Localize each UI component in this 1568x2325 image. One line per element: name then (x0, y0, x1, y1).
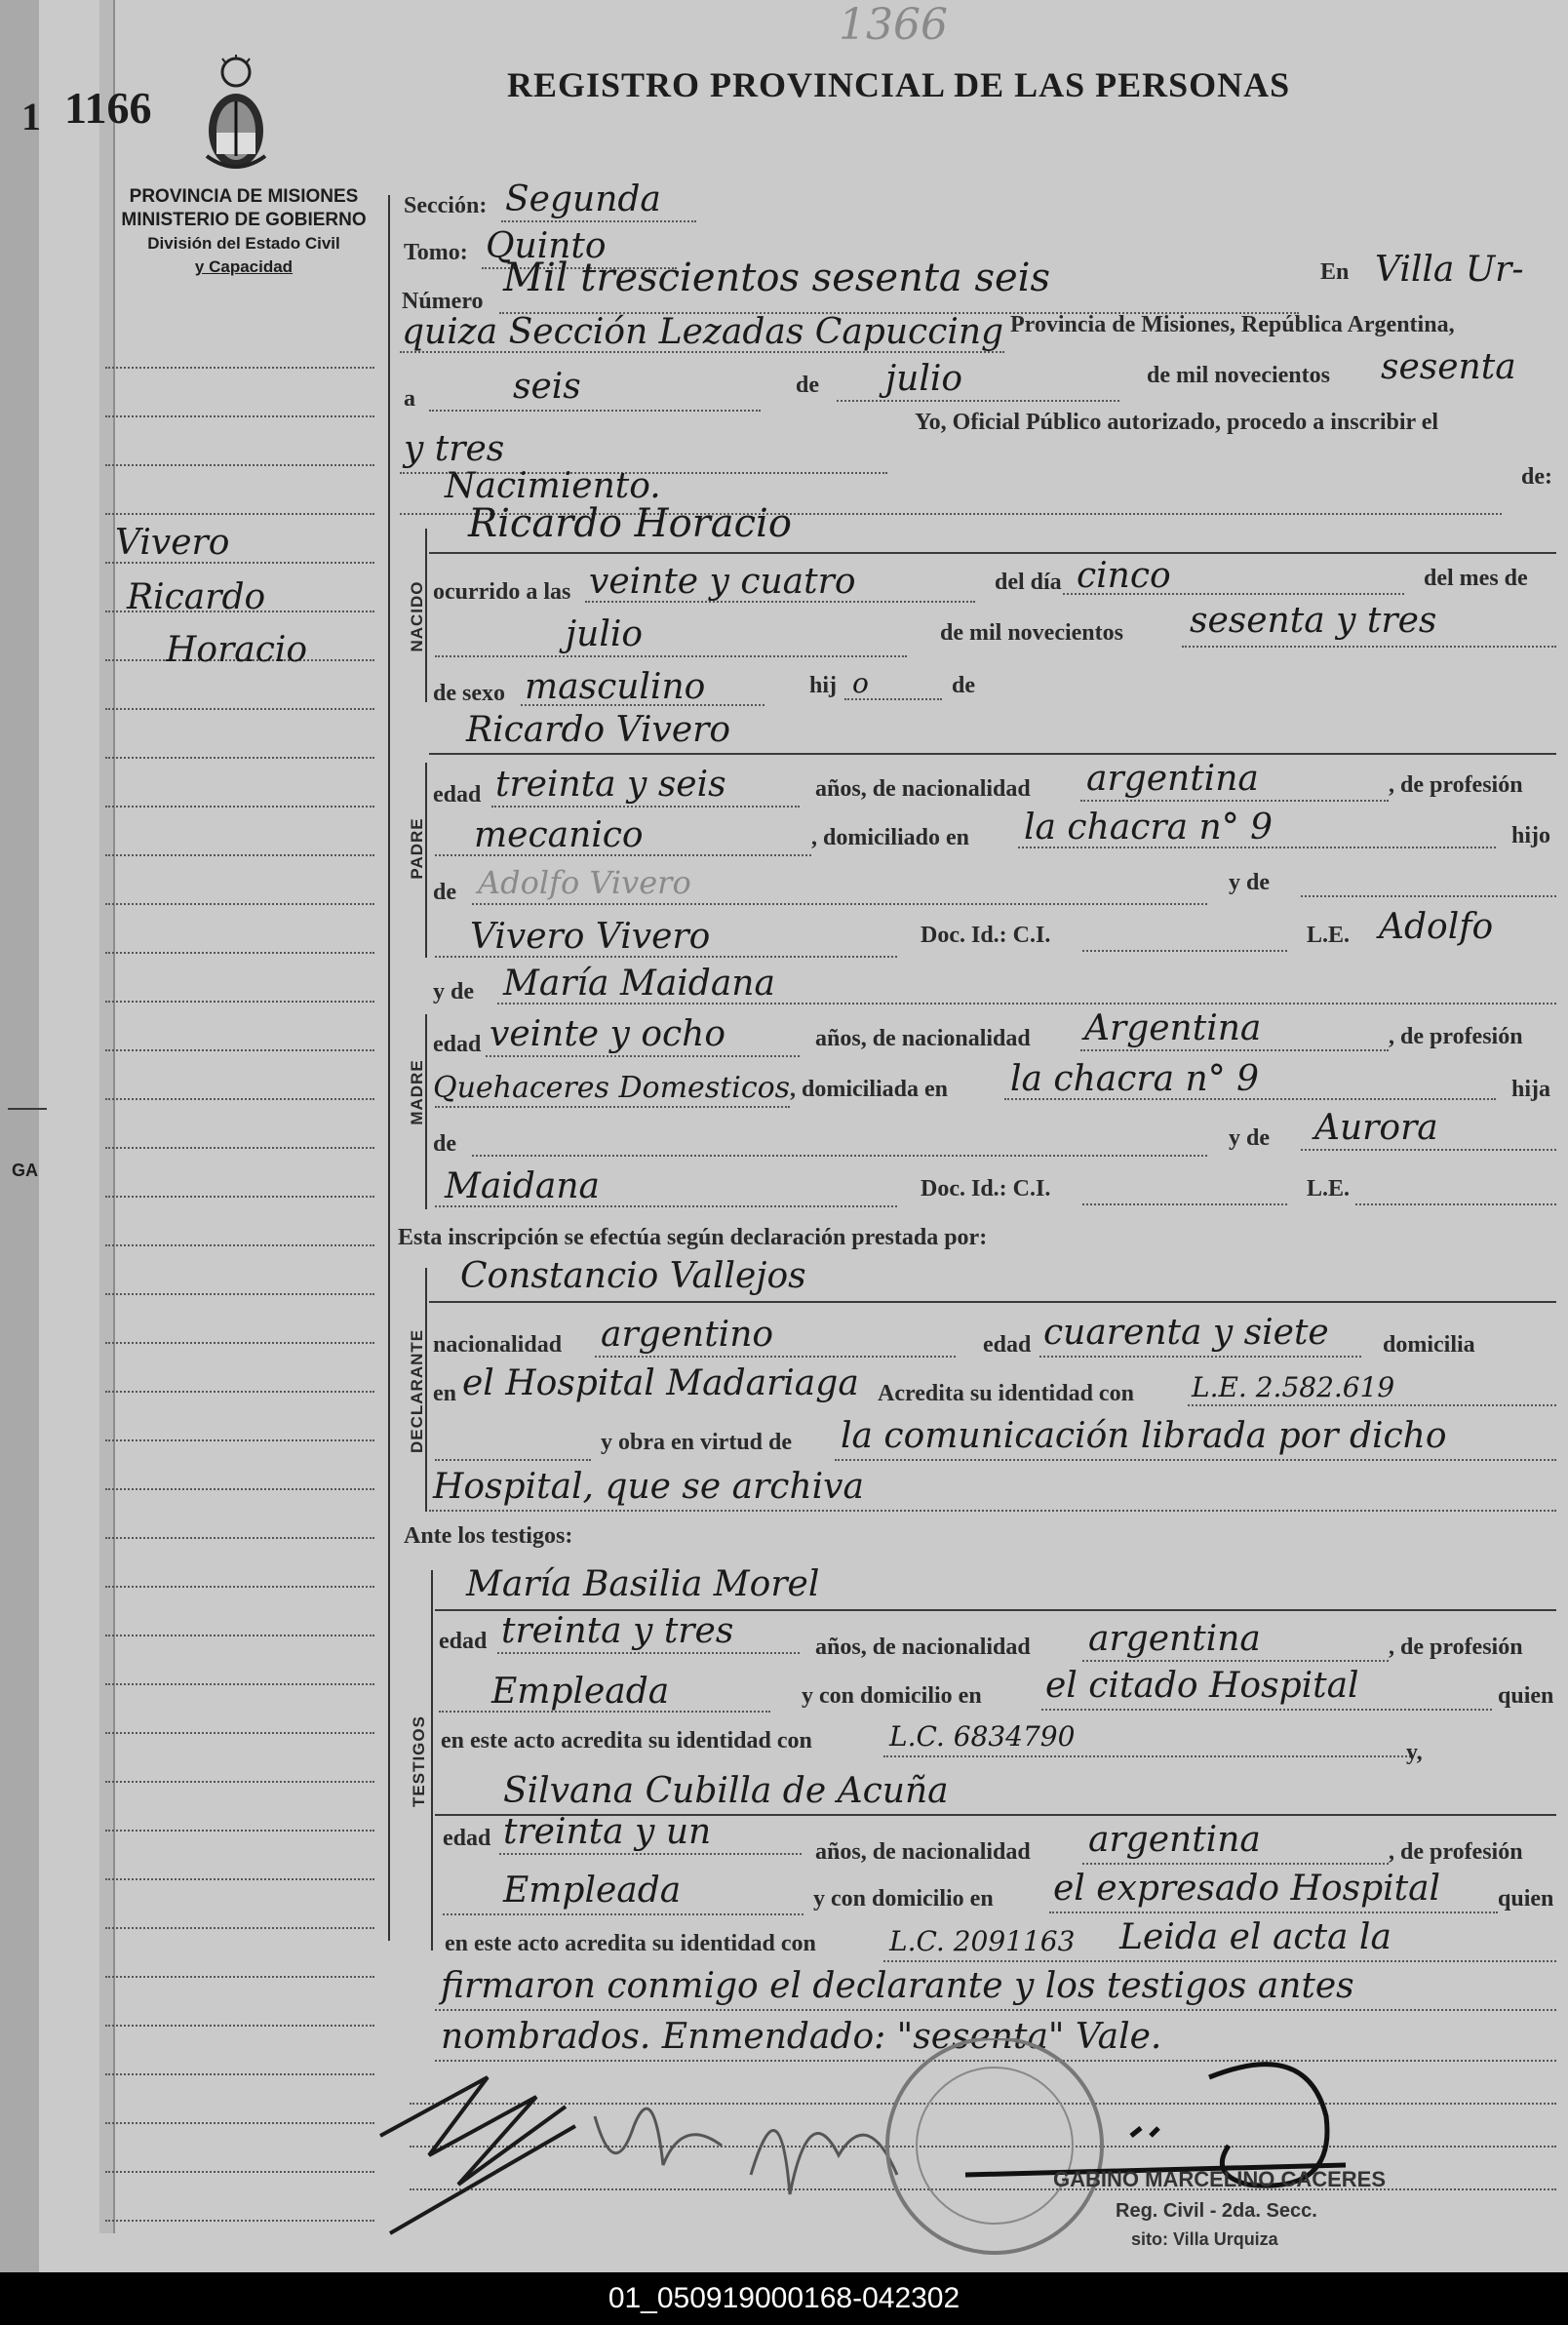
padre-de-label: de (433, 880, 456, 905)
signature-3-icon (751, 2131, 897, 2194)
testigo1-prof-value: Empleada (491, 1672, 670, 1712)
sexo-line (521, 704, 764, 706)
margin-rule-line (105, 464, 374, 466)
margin-rule-line (105, 708, 374, 710)
madre-doc-line (1082, 1203, 1287, 1205)
declarante-obra-pre-line (435, 1459, 591, 1461)
madre-dom-line (1004, 1098, 1496, 1100)
madre-de-line (472, 1155, 1207, 1157)
madre-nac-line (1080, 1049, 1389, 1051)
margin-rule-line (105, 1391, 374, 1393)
place-line (400, 351, 1004, 353)
declarante-edad-value: cuarenta y siete (1043, 1313, 1329, 1353)
padre-dom-value: la chacra n° 9 (1024, 808, 1274, 847)
year-value-cont: y tres (404, 429, 505, 469)
testigo2-edad-value: treinta y un (503, 1812, 712, 1852)
margin-rule-line (105, 1147, 374, 1149)
testigo2-name: Silvana Cubilla de Acuña (503, 1771, 949, 1811)
padre-nac-value: argentina (1086, 759, 1259, 799)
ministry-line2: MINISTERIO DE GOBIERNO (121, 210, 367, 230)
nacido-de-label: de (952, 673, 975, 698)
madre-surname-line (435, 1205, 897, 1207)
en-value: Villa Ur- (1375, 250, 1524, 290)
padre-nac-line (1080, 800, 1389, 802)
margin-rule-line (105, 1635, 374, 1636)
testigo1-edad-line (497, 1652, 800, 1654)
madre-y-de2-line (1301, 1149, 1556, 1151)
madre-le-label: L.E. (1307, 1176, 1351, 1202)
declarante-nac-value: argentino (601, 1315, 774, 1355)
testigo1-acredita-label: en este acto acredita su identidad con (441, 1728, 812, 1754)
dia-label: del día (995, 570, 1062, 595)
month-line (837, 400, 1119, 402)
day-line (429, 410, 761, 412)
madre-dom-value: la chacra n° 9 (1010, 1059, 1260, 1099)
binding-edge (99, 0, 115, 2233)
padre-edad-value: treinta y seis (495, 765, 726, 805)
margin-rule-line (105, 2073, 374, 2075)
ministry-block (107, 185, 380, 279)
padre-le-value: Adolfo (1379, 907, 1494, 947)
margin-rule-line (105, 757, 374, 759)
signature-1-icon (380, 2077, 575, 2233)
closing-line1: Leida el acta la (1119, 1917, 1392, 1957)
madre-prof-label: , de profesión (1389, 1024, 1523, 1049)
closing-line2-rule (435, 2009, 1556, 2011)
testigo-y-label: y, (1406, 1740, 1423, 1765)
padre-dom-label: , domiciliado en (811, 825, 970, 850)
margin-rule-line (105, 1439, 374, 1441)
signatures-and-seal (371, 2038, 1482, 2263)
seccion-line (501, 220, 696, 222)
testigo1-nac-value: argentina (1088, 1619, 1261, 1659)
padre-name: Ricardo Vivero (466, 710, 731, 750)
testigo1-dom-label: y con domicilio en (802, 1683, 982, 1709)
declarante-side-label: DECLARANTE (408, 1328, 426, 1453)
declarante-nac-line (595, 1356, 956, 1358)
margin-rule-line (105, 1830, 374, 1832)
madre-edad-label: edad (433, 1032, 482, 1057)
testigo2-dom-label: y con domicilio en (813, 1886, 994, 1911)
ante-testigos-label: Ante los testigos: (404, 1523, 573, 1549)
testigo2-prof-value: Empleada (503, 1871, 682, 1911)
margin-rule-line (105, 903, 374, 905)
testigo1-dom-line (1041, 1709, 1492, 1711)
margin-rule-line (105, 1927, 374, 1929)
dia-value: cinco (1077, 556, 1171, 596)
margin-rule-line (105, 806, 374, 808)
margin-rule-line (105, 1488, 374, 1490)
mes-value: julio (566, 614, 644, 654)
mes-label: del mes de (1424, 566, 1528, 591)
margin-rule-line (105, 367, 374, 369)
testigo1-prof-line (439, 1711, 770, 1713)
anio-label: de mil novecientos (940, 620, 1123, 646)
nacido-name: Ricardo Horacio (468, 501, 792, 546)
registrar-location: sito: Villa Urquiza (1131, 2229, 1278, 2249)
declarante-edad-line (1039, 1356, 1361, 1358)
padre-prof-value: mecanico (474, 815, 644, 855)
oficial-text: Yo, Oficial Público autorizado, procedo a inscribir el (915, 410, 1439, 435)
margin-rule-line (105, 1001, 374, 1003)
madre-name: María Maidana (503, 964, 775, 1004)
testigo2-id-line (883, 1960, 1556, 1962)
declarante-acredita-value: L.E. 2.582.619 (1192, 1371, 1395, 1403)
sexo-value: masculino (525, 667, 706, 707)
a-label: a (404, 386, 415, 412)
year-label: de mil novecientos (1147, 363, 1330, 388)
padre-prof-label: , de profesión (1389, 772, 1523, 798)
testigo2-nac-value: argentina (1088, 1820, 1261, 1860)
testigo1-quien-label: quien (1498, 1683, 1554, 1709)
testigo2-dom-line (1049, 1911, 1498, 1913)
madre-side-label: MADRE (408, 1059, 426, 1125)
declarante-nac-label: nacionalidad (433, 1332, 563, 1358)
padre-le-label: L.E. (1307, 923, 1351, 948)
padre-dom-line (1018, 847, 1496, 848)
padre-surname-line (435, 956, 897, 958)
testigo2-edad-label: edad (443, 1826, 491, 1851)
place-value: quiza Sección Lezadas Capuccing (402, 312, 1004, 352)
madre-y-de2-value: Aurora (1314, 1108, 1438, 1148)
margin-rule-line (105, 1976, 374, 1978)
padre-y-de-label: y de (1229, 870, 1270, 895)
declarante-en-value: el Hospital Madariaga (462, 1363, 859, 1403)
signature-2-icon (595, 2108, 722, 2165)
margin-rule-line (105, 2171, 374, 2173)
madre-edad-value: veinte y ocho (490, 1014, 726, 1054)
page-edge (0, 0, 39, 2272)
page-title: REGISTRO PROVINCIAL DE LAS PERSONAS (507, 65, 1291, 104)
madre-nac-value: Argentina (1084, 1008, 1262, 1048)
padre-y-de-line (1301, 895, 1556, 897)
padre-y-de-value: Vivero Vivero (470, 917, 711, 957)
madre-doc-label: Doc. Id.: C.I. (921, 1176, 1051, 1202)
declaracion-text: Esta inscripción se efectúa según declaración prestada por: (398, 1225, 988, 1250)
margin-rule-line (105, 1537, 374, 1539)
official-seal-icon (887, 2038, 1102, 2253)
column-divider (388, 195, 390, 1941)
madre-le-line (1355, 1203, 1556, 1205)
margin-rule-line (105, 952, 374, 954)
declarante-obra-value: la comunicación librada por dicho (841, 1416, 1447, 1456)
ocurrido-label: ocurrido a las (433, 579, 571, 605)
registrar-name: GABINO MARCELINO CACERES (1053, 2167, 1387, 2191)
padre-de-line (472, 903, 1207, 905)
declarante-obra-line (835, 1459, 1556, 1461)
anio-value: sesenta y tres (1190, 601, 1437, 641)
record-number: 1166 (64, 83, 152, 133)
dia-line (1063, 593, 1404, 595)
padre-edad-line (491, 806, 800, 808)
padre-side-label: PADRE (408, 817, 426, 880)
padre-edad-label: edad (433, 782, 482, 808)
ministry-line3: División del Estado Civil (147, 234, 340, 253)
margin-dash (8, 1108, 47, 1110)
testigo1-id-line (883, 1755, 1414, 1757)
registrar-office: Reg. Civil - 2da. Secc. (1116, 2200, 1317, 2222)
closing-line3: nombrados. Enmendado: "sesenta" Vale. (441, 2017, 1162, 2057)
numero-value: Mil trescientos sesenta seis (503, 256, 1050, 300)
anio-line (1182, 646, 1556, 648)
de-label: de (796, 373, 819, 398)
left-number: 1 (21, 95, 41, 138)
numero-label: Número (402, 289, 484, 314)
margin-rule-line (105, 415, 374, 417)
padre-name-rule (429, 753, 1556, 755)
seccion-value: Segunda (505, 179, 661, 219)
margin-rule-line (105, 513, 374, 515)
mes-line (435, 655, 907, 657)
testigo1-nac-label: años, de nacionalidad (815, 1635, 1031, 1660)
tomo-value: Quinto (486, 226, 607, 266)
declarante-edad-label: edad (983, 1332, 1032, 1358)
testigo1-edad-label: edad (439, 1629, 488, 1654)
top-scribble: 1366 (839, 0, 948, 50)
image-id-footer: 01_050919000168-042302 (0, 2272, 1568, 2325)
margin-rule-line (105, 2220, 374, 2222)
ministry-line4: y Capacidad (194, 257, 294, 276)
testigo1-name: María Basilia Morel (466, 1564, 820, 1604)
margin-note-first-name: Ricardo (127, 577, 266, 617)
hour-value: veinte y cuatro (589, 562, 856, 602)
declarante-obra-value2: Hospital, que se archiva (433, 1467, 864, 1507)
margin-rule-line (105, 1342, 374, 1344)
hour-line (585, 601, 975, 603)
testigos-bracket (431, 1570, 433, 1951)
de-colon: de: (1521, 464, 1552, 490)
hijo-value: o (852, 667, 869, 699)
closing-line2: firmaron conmigo el declarante y los testigos antes (441, 1966, 1354, 2006)
nacido-name-rule (429, 552, 1556, 554)
madre-prof-line (435, 1106, 790, 1108)
declarante-obra-line2 (429, 1510, 1556, 1512)
seccion-label: Sección: (404, 193, 488, 218)
nacido-side-label: NACIDO (408, 580, 426, 652)
madre-de-label: de (433, 1131, 456, 1157)
margin-rule-line (105, 2025, 374, 2027)
declarante-obra-label: y obra en virtud de (601, 1430, 793, 1455)
margin-rule-line (105, 1244, 374, 1246)
margin-fragment: GA (12, 1161, 38, 1180)
margin-note-second-name: Horacio (166, 630, 308, 670)
margin-rule-line (105, 1293, 374, 1295)
testigo1-id-value: L.C. 6834790 (889, 1720, 1076, 1753)
testigo2-prof-line (443, 1913, 804, 1915)
testigo2-prof-label: , de profesión (1389, 1839, 1523, 1865)
madre-edad-line (486, 1055, 800, 1057)
margin-rule-line (105, 1586, 374, 1588)
padre-doc-line (1082, 950, 1287, 952)
madre-hija-label: hija (1511, 1077, 1551, 1102)
testigo2-nac-line (1082, 1863, 1389, 1865)
padre-hijo-label: hijo (1511, 823, 1551, 848)
declarante-en-label: en (433, 1381, 456, 1406)
testigo2-id-value: L.C. 2091163 (889, 1925, 1076, 1957)
year-value: sesenta (1381, 347, 1516, 387)
en-label: En (1320, 259, 1350, 285)
margin-rule-line (105, 1878, 374, 1880)
declarante-acredita-line (1188, 1404, 1556, 1406)
testigos-side-label: TESTIGOS (410, 1715, 428, 1807)
testigo1-nac-line (1082, 1660, 1389, 1662)
madre-dom-label: , domiciliada en (790, 1077, 949, 1102)
province-text: Provincia de Misiones, República Argentina, (1010, 312, 1455, 337)
testigo1-dom-value: el citado Hospital (1045, 1666, 1359, 1706)
declarante-dom-label: domicilia (1383, 1332, 1475, 1358)
margin-rule-line (105, 1683, 374, 1685)
acta-type: Nacimiento. (445, 466, 661, 506)
coat-of-arms-icon (201, 55, 271, 179)
madre-nac-label: años, de nacionalidad (815, 1026, 1031, 1051)
madre-y-de2-label: y de (1229, 1125, 1270, 1151)
margin-note-surname: Vivero (115, 523, 230, 563)
margin-rule-line (105, 1049, 374, 1051)
margin-rule-line (105, 1098, 374, 1100)
madre-prof-value: Quehaceres Domesticos (433, 1071, 791, 1105)
month-value: julio (885, 359, 963, 399)
testigo2-dom-value: el expresado Hospital (1053, 1869, 1441, 1909)
declarante-name-rule (429, 1301, 1556, 1303)
sexo-label: de sexo (433, 681, 505, 706)
testigo2-nac-label: años, de nacionalidad (815, 1839, 1031, 1865)
madre-y-de-label: y de (433, 979, 474, 1005)
testigo2-quien-label: quien (1498, 1886, 1554, 1911)
margin-rule-line (105, 1196, 374, 1198)
ministry-line1: PROVINCIA DE MISIONES (129, 186, 359, 207)
testigo1-prof-label: , de profesión (1389, 1635, 1523, 1660)
padre-prof-line (435, 854, 811, 856)
testigo2-edad-line (499, 1853, 802, 1855)
margin-rule-line (105, 854, 374, 856)
hijo-label: hij (809, 673, 838, 698)
margin-rule-line (105, 1781, 374, 1783)
testigo2-acredita-label: en este acto acredita su identidad con (445, 1931, 816, 1956)
margin-rule-line (105, 1732, 374, 1734)
margin-rule-line (105, 2122, 374, 2124)
hijo-line (844, 698, 942, 700)
padre-de-value: Adolfo Vivero (478, 864, 691, 901)
madre-name-line (497, 1003, 1556, 1005)
padre-doc-label: Doc. Id.: C.I. (921, 923, 1051, 948)
testigo1-edad-value: treinta y tres (501, 1611, 734, 1651)
day-value: seis (513, 367, 581, 407)
padre-nac-label: años, de nacionalidad (815, 776, 1031, 802)
madre-surname-value: Maidana (445, 1166, 600, 1206)
declarante-acredita-label: Acredita su identidad con (878, 1381, 1134, 1406)
declarante-name: Constancio Vallejos (460, 1256, 806, 1296)
tomo-label: Tomo: (404, 240, 468, 265)
